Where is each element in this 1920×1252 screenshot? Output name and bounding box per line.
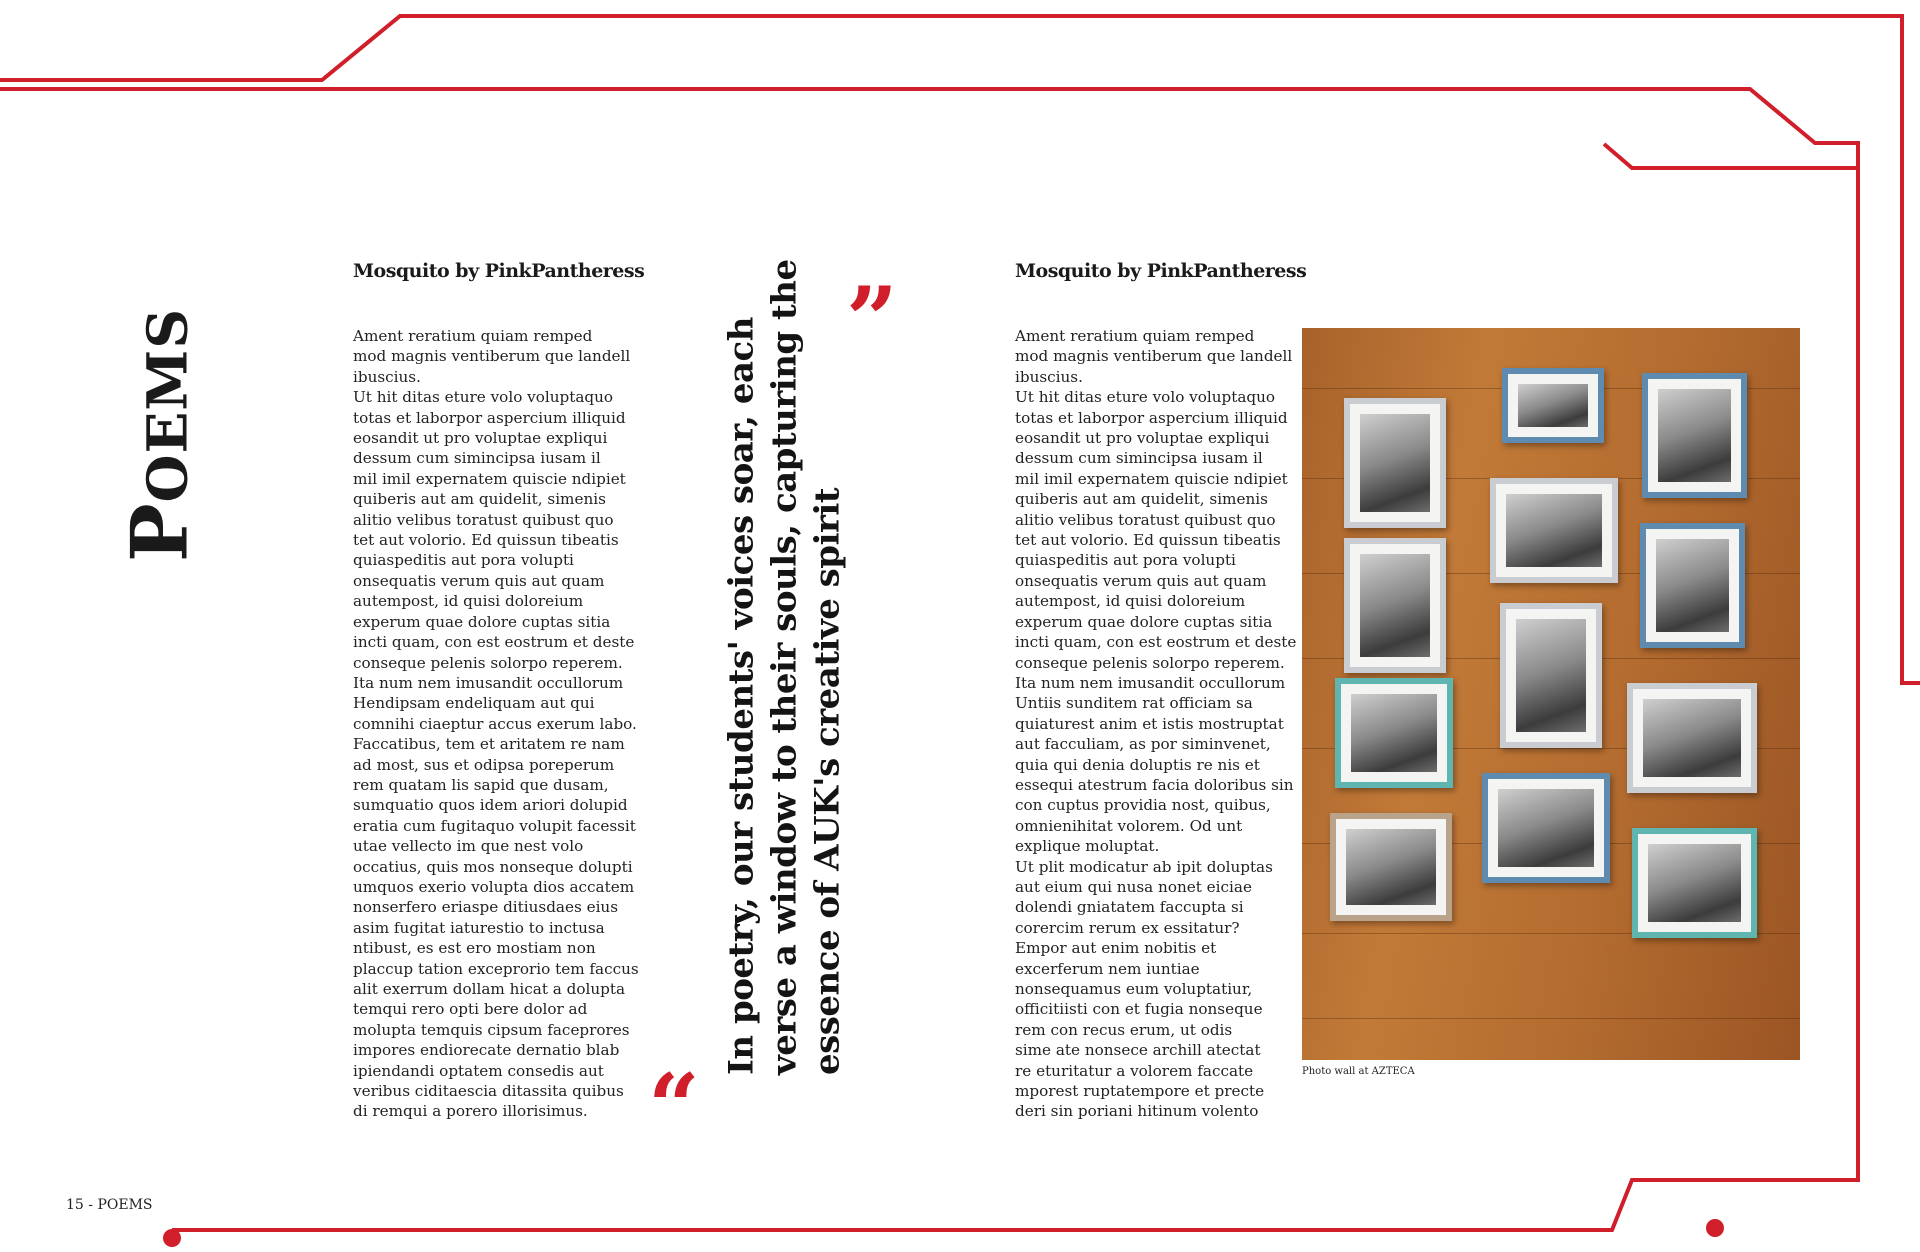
- pull-quote-text: In poetry, our students' voices soar, each verse a window to their souls, capturing the essence of AUK's creative spirit: [721, 259, 848, 1075]
- poem-line: molupta temquis cipsum faceprores: [353, 1020, 630, 1039]
- poem-line: omnienihitat volorem. Od unt: [1015, 816, 1243, 835]
- quote-mark-close: ”: [846, 267, 898, 373]
- right-poem-body: [1015, 326, 1296, 1122]
- poem-line: essequi atestrum facia doloribus sin: [1015, 775, 1294, 794]
- poem-line: autempost, id quisi doloreium: [1015, 592, 1246, 611]
- poem-line: temqui rero opti bere dolor ad: [353, 1000, 588, 1019]
- poem-line: mod magnis ventiberum que landell: [1015, 347, 1293, 366]
- photo-frame: [1330, 813, 1452, 921]
- poem-line: asim fugitat iaturestio to inctusa: [353, 918, 605, 937]
- poem-line: Empor aut enim nobitis et: [1015, 939, 1217, 958]
- poem-line: con cuptus providia nost, quibus,: [1015, 796, 1271, 815]
- poem-line: utae vellecto im que nest volo: [353, 837, 584, 856]
- poem-line: alitio velibus toratust quibust quo: [1015, 510, 1276, 529]
- photo-frame: [1344, 398, 1446, 528]
- poem-line: experum quae dolore cuptas sitia: [1015, 612, 1273, 631]
- photo-frame: [1482, 773, 1610, 883]
- poem-line: sumquatio quos idem ariori dolupid: [353, 796, 628, 815]
- poem-line: conseque pelenis solorpo reperem.: [1015, 653, 1285, 672]
- poem-line: mod magnis ventiberum que landell: [353, 347, 631, 366]
- poem-line: onsequatis verum quis aut quam: [1015, 571, 1267, 590]
- left-poem-body: [353, 326, 639, 1122]
- poem-line: rem con recus erum, ut odis: [1015, 1020, 1233, 1039]
- poem-line: totas et laborpor aspercium illiquid: [353, 408, 626, 427]
- poem-line: incti quam, con est eostrum et deste: [353, 633, 635, 652]
- photo-frame: [1627, 683, 1757, 793]
- poem-line: deri sin poriani hitinum volento: [1015, 1102, 1259, 1121]
- circuit-node-right: [1706, 1219, 1724, 1237]
- poem-line: alitio velibus toratust quibust quo: [353, 510, 614, 529]
- poem-line: veribus ciditaescia ditassita quibus: [353, 1082, 624, 1101]
- poem-line: corercim rerum ex essitatur?: [1015, 918, 1240, 937]
- poem-line: experum quae dolore cuptas sitia: [353, 612, 611, 631]
- poem-line: eratia cum fugitaquo volupit facessit: [353, 816, 636, 835]
- poem-line: nonsequamus eum voluptatiur,: [1015, 980, 1253, 998]
- section-title-text: Poems: [114, 307, 206, 563]
- poem-line: onsequatis verum quis aut quam: [353, 571, 605, 590]
- poem-line: comnihi ciaeptur accus exerum labo.: [353, 714, 637, 733]
- poem-line: ibuscius.: [353, 367, 421, 386]
- page-number-footer: 15 - POEMS: [66, 1197, 153, 1213]
- photo-frame: [1490, 478, 1618, 583]
- poem-line: ntibust, es est ero mostiam non: [353, 939, 596, 958]
- photo-frame: [1500, 603, 1602, 748]
- poem-line: Ut plit modicatur ab ipit doluptas: [1015, 857, 1273, 876]
- poem-line: quiaspeditis aut pora volupti: [1015, 551, 1236, 570]
- poem-line: quiaturest anim et istis mostruptat: [1015, 714, 1284, 733]
- poem-line: explique moluptat.: [1015, 837, 1160, 856]
- poem-line: eosandit ut pro voluptae expliqui: [1015, 429, 1270, 448]
- poem-line: Ut hit ditas eture volo voluptaquo: [353, 388, 614, 407]
- poem-line: dessum cum simincipsa iusam il: [1015, 449, 1263, 468]
- poem-line: excerferum nem iuntiae: [1015, 959, 1200, 978]
- poem-line: quia qui denia doluptis re nis et: [1015, 755, 1260, 774]
- notch-circuit-line: [1604, 144, 1858, 168]
- poem-line: quiberis aut am quidelit, simenis: [1015, 490, 1268, 509]
- poem-line: ad most, sus et odipsa poreperum: [353, 755, 615, 774]
- pull-quote: [700, 245, 870, 1075]
- poem-line: Ut hit ditas eture volo voluptaquo: [1015, 388, 1276, 407]
- poem-line: aut eium qui nusa nonet eiciae: [1015, 877, 1252, 896]
- poem-line: Ita num nem imusandit occullorum: [1015, 673, 1286, 692]
- poem-line: dolendi gniatatem faccupta si: [1015, 898, 1244, 917]
- poem-line: mil imil expernatem quiscie ndipiet: [353, 469, 626, 488]
- section-title: [100, 250, 220, 620]
- poem-line: di remqui a porero illorisimus.: [353, 1102, 588, 1121]
- poem-line: alit exerrum dollam hicat a dolupta: [353, 980, 626, 998]
- photo-wall-image: [1302, 328, 1800, 1060]
- poem-line: quiberis aut am quidelit, simenis: [353, 490, 606, 509]
- poem-line: Hendipsam endeliquam aut qui: [353, 694, 595, 713]
- poem-line: quiaspeditis aut pora volupti: [353, 551, 574, 570]
- photo-frame: [1335, 678, 1453, 788]
- photo-caption: Photo wall at AZTECA: [1302, 1066, 1415, 1077]
- circuit-node-left: [163, 1229, 181, 1247]
- photo-frame: [1642, 373, 1747, 498]
- poem-line: incti quam, con est eostrum et deste: [1015, 633, 1297, 652]
- poem-line: mil imil expernatem quiscie ndipiet: [1015, 469, 1288, 488]
- poem-line: re eturitatur a volorem faccate: [1015, 1061, 1254, 1080]
- left-poem-title: Mosquito by PinkPantheress: [353, 260, 645, 282]
- poem-line: tet aut volorio. Ed quissun tibeatis: [1015, 531, 1281, 550]
- poem-line: occatius, quis mos nonseque dolupti: [353, 857, 633, 876]
- photo-frame: [1632, 828, 1757, 938]
- poem-line: dessum cum simincipsa iusam il: [353, 449, 601, 468]
- poem-line: Faccatibus, tem et aritatem re nam: [353, 735, 625, 754]
- poem-line: aut facculiam, as por siminvenet,: [1015, 735, 1271, 754]
- poem-line: nonserfero eriaspe ditiusdaes eius: [353, 898, 619, 917]
- right-poem-title: Mosquito by PinkPantheress: [1015, 260, 1307, 282]
- poem-line: umquos exerio volupta dios accatem: [353, 877, 635, 896]
- poem-line: placcup tation exceprorio tem faccus: [353, 959, 639, 978]
- poem-line: eosandit ut pro voluptae expliqui: [353, 429, 608, 448]
- poem-line: tet aut volorio. Ed quissun tibeatis: [353, 531, 619, 550]
- poem-line: rem quatam lis sapid que dusam,: [353, 775, 609, 794]
- poem-line: totas et laborpor aspercium illiquid: [1015, 408, 1288, 427]
- poem-line: mporest ruptatempore et precte: [1015, 1082, 1265, 1101]
- poem-line: Ita num nem imusandit occullorum: [353, 673, 624, 692]
- poem-line: Untiis sunditem rat officiam sa: [1015, 694, 1253, 713]
- photo-frame: [1344, 538, 1446, 673]
- poem-line: conseque pelenis solorpo reperem.: [353, 653, 623, 672]
- photo-frame: [1502, 368, 1604, 443]
- poem-line: impores endiorecate dernatio blab: [353, 1041, 620, 1060]
- poem-line: Ament reratium quiam remped: [1015, 327, 1255, 345]
- poem-line: Ament reratium quiam remped: [353, 327, 593, 345]
- poem-line: autempost, id quisi doloreium: [353, 592, 584, 611]
- quote-mark-open: “: [648, 1054, 700, 1160]
- photo-frame: [1640, 523, 1745, 648]
- poem-line: ipiendandi optatem consedis aut: [353, 1061, 604, 1080]
- poem-line: officitiisti con et fugia nonseque: [1015, 1000, 1263, 1019]
- poem-line: ibuscius.: [1015, 367, 1083, 386]
- poem-line: sime ate nonsece archill atectat: [1015, 1041, 1261, 1060]
